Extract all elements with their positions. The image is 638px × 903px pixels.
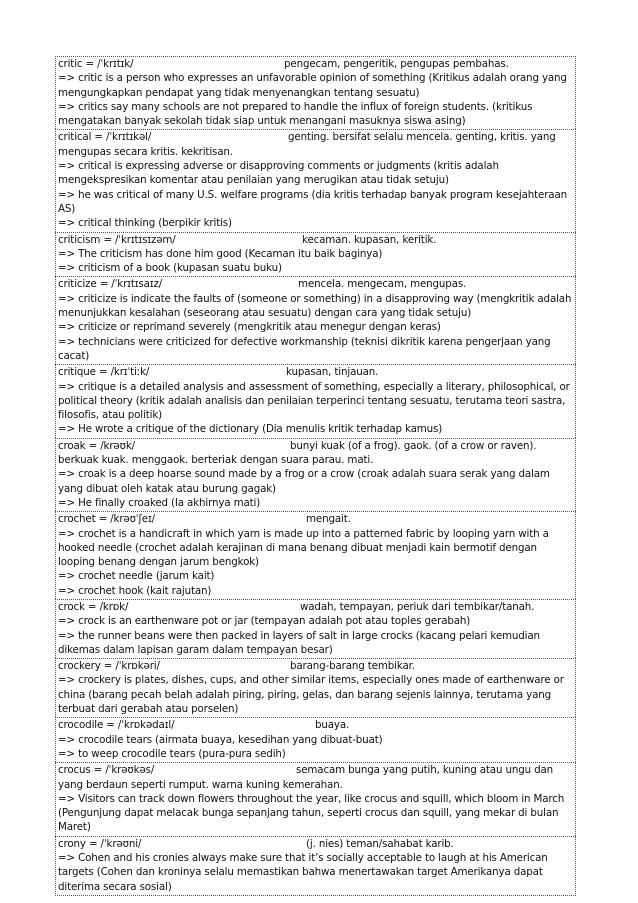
entry-head xyxy=(58,600,573,614)
example-line: => Visitors can track down flowers throughout the year, like crocus and squill, which bloom in March (Pengunjung dapat melacak bunga sepanjang tahun, seperti crocus dan squill, yang mekar di bulan Maret) xyxy=(58,792,565,834)
definition: wadah, tempayan, periuk dari tembikar/tanah. xyxy=(300,600,535,613)
entry-head xyxy=(58,277,573,291)
dictionary-entry xyxy=(55,438,576,511)
example-line: => He finally croaked (Ia akhirnya mati) xyxy=(58,496,261,509)
dictionary-entry xyxy=(55,276,576,364)
dictionary-entry xyxy=(55,658,576,717)
entry-head xyxy=(58,130,573,159)
example-line: => to weep crocodile tears (pura-pura sedih) xyxy=(58,747,286,760)
definition: buaya. xyxy=(315,719,350,732)
example-line: => critical thinking (berpikir kritis) xyxy=(58,217,232,230)
definition: mencela. mengecam, mengupas. xyxy=(298,278,467,291)
dictionary-entry xyxy=(55,56,576,129)
dictionary-entry xyxy=(55,129,576,231)
example-line: => criticize is indicate the faults of (someone or something) in a disapproving way (mengkritik adalah menunjukkan kesalahan (seseorang atau sesuatu) dengan cara yang tidak setuju) xyxy=(58,292,572,320)
entry-head xyxy=(58,718,573,732)
example-line: => croak is a deep hoarse sound made by a frog or a crow (croak adalah suara serak yang dalam yang dibuat oleh katak atau burung gagak) xyxy=(58,468,550,495)
example-line: => crochet hook (kait rajutan) xyxy=(58,584,212,597)
definition: pengecam, pengeritik, pengupas pembahas. xyxy=(284,58,509,70)
headword: criticism = /ˈkrɪtɪsɪzəm/ xyxy=(58,233,176,246)
definition: semacam bunga yang putih, kuning atau ungu dan yang berdaun seperti rumput. warna kuning kemerahan. xyxy=(58,764,554,791)
headword: crocodile = /ˈkrɒkədaɪl/ xyxy=(58,719,175,732)
headword: crock = /krɒk/ xyxy=(58,600,129,613)
headword: critic = /ˈkrɪtɪk/ xyxy=(58,58,134,70)
example-line: => criticism of a book (kupasan suatu buku) xyxy=(58,262,282,275)
dictionary-entry xyxy=(55,364,576,437)
example-line: => Cohen and his cronies always make sure that it’s socially acceptable to laugh at his American targets (Cohen dan kroninya selalu memastikan bahwa menertawakan target Amerikanya dapat diterima secara sosial) xyxy=(58,852,548,893)
entry-head xyxy=(58,57,573,71)
definition: kecaman. kupasan, keritik. xyxy=(302,233,437,246)
definition: bunyi kuak (of a frog). gaok. (of a crow or raven). berkuak kuak. menggaok. berteriak dengan suara parau. mati. xyxy=(58,439,537,467)
definition: (j. nies) teman/sahabat karib. xyxy=(306,837,454,850)
dictionary-entry xyxy=(55,232,576,277)
dictionary-entry xyxy=(55,836,576,896)
dictionary-page xyxy=(55,56,576,896)
entry-head xyxy=(58,837,573,851)
dictionary-entry xyxy=(55,511,576,599)
entry-head xyxy=(58,365,573,379)
entry-head xyxy=(58,763,573,792)
example-line: => He wrote a critique of the dictionary (Dia menulis kritik terhadap kamus) xyxy=(58,423,443,436)
headword: croak = /krəʊk/ xyxy=(58,439,135,452)
headword: crony = /ˈkrəʊni/ xyxy=(58,837,142,850)
dictionary-entry xyxy=(55,762,576,835)
headword: crocus = /ˈkrəʊkəs/ xyxy=(58,764,155,777)
definition: genting. bersifat selalu mencela. genting, kritis. yang mengupas secara kritis. kekritisan. xyxy=(58,131,556,158)
headword: critical = /ˈkrɪtɪkəl/ xyxy=(58,131,152,144)
headword: criticize = /ˈkrɪtɪsaɪz/ xyxy=(58,278,163,291)
example-line: => The criticism has done him good (Kecaman itu baik baginya) xyxy=(58,247,383,260)
definition: kupasan, tinjauan. xyxy=(286,366,379,379)
dictionary-entry xyxy=(55,599,576,658)
definition: barang-barang tembikar. xyxy=(290,660,415,673)
example-line: => he was critical of many U.S. welfare programs (dia kritis terhadap banyak program kesejahteraan AS) xyxy=(58,188,567,215)
example-line: => technicians were criticized for defective workmanship (teknisi dikritik karena pengerjaan yang cacat) xyxy=(58,335,551,362)
example-line: => crocodile tears (airmata buaya, kesedihan yang dibuat-buat) xyxy=(58,733,383,746)
example-line: => crock is an earthenware pot or jar (tempayan adalah pot atau toples gerabah) xyxy=(58,615,471,628)
example-line: => critics say many schools are not prepared to handle the influx of foreign students. (kritikus mengatakan banyak sekolah tidak siap untuk menangani masuknya siswa asing) xyxy=(58,100,533,128)
example-line: => the runner beans were then packed in layers of salt in large crocks (kacang pelari kemudian dikemas dalam lapisan garam dalam tempayan besar) xyxy=(58,629,540,656)
example-line: => critic is a person who expresses an unfavorable opinion of something (Kritikus adalah orang yang mengungkapkan pendapat yang tidak menyenangkan tentang sesuatu) xyxy=(58,72,567,99)
entry-head xyxy=(58,233,573,247)
headword: crochet = /krəʊˈʃeɪ/ xyxy=(58,513,155,526)
dictionary-entry xyxy=(55,717,576,762)
entry-head xyxy=(58,439,573,468)
example-line: => crockery is plates, dishes, cups, and other similar items, especially ones made of earthenware or china (barang pecah belah adalah piring, piring, gelas, dan barang sejenis lainnya, terutama yang terbuat dari gerabah atau porselen) xyxy=(58,674,564,716)
definition: mengait. xyxy=(306,513,351,526)
example-line: => critical is expressing adverse or disapproving comments or judgments (kritis adalah mengekspresikan komentar atau penilaian yang merugikan atau tidak setuju) xyxy=(58,160,499,187)
headword: crockery = /ˈkrɒkəri/ xyxy=(58,660,160,673)
example-line: => crochet needle (jarum kait) xyxy=(58,570,215,583)
example-line: => criticize or reprimand severely (mengkritik atau menegur dengan keras) xyxy=(58,321,441,334)
headword: critique = /krɪˈtiːk/ xyxy=(58,366,150,379)
example-line: => crochet is a handicraft in which yarn is made up into a patterned fabric by looping yarn with a hooked needle (crochet adalah kerajinan di mana benang dibuat menjadi kain bermotif dengan looping benang dengan jarum bengkok) xyxy=(58,527,549,569)
entry-head xyxy=(58,659,573,673)
entry-head xyxy=(58,512,573,526)
example-line: => critique is a detailed analysis and assessment of something, especially a literary, philosophical, or political theory (kritik adalah analisis dan penilaian terperinci tentang sesuatu, terutama teori sastra, filosofis, atau politik) xyxy=(58,380,570,422)
